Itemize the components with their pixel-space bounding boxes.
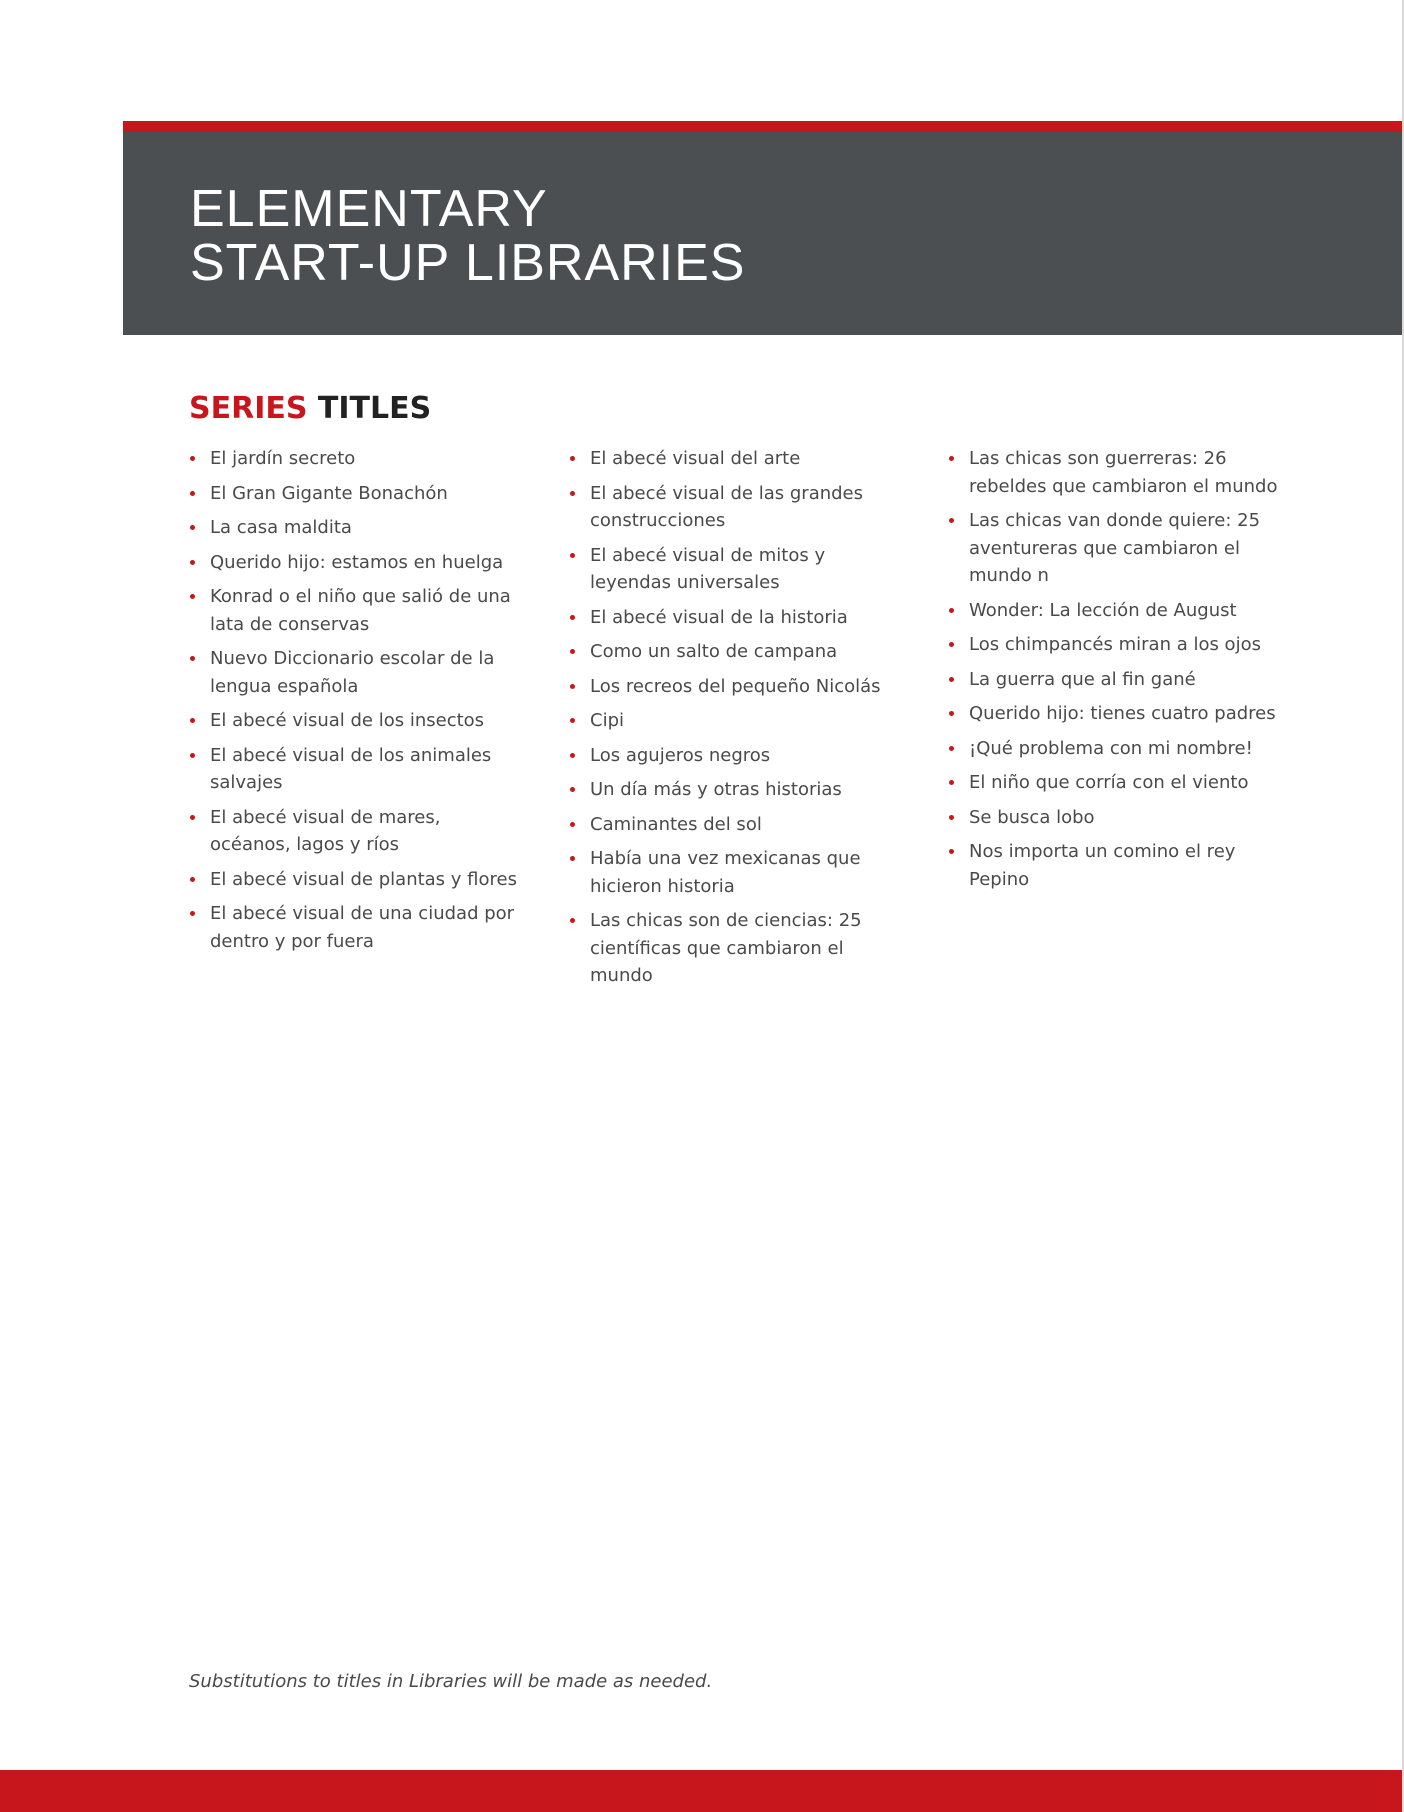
list-item: Como un salto de campana [569, 638, 904, 666]
section-heading-accent: SERIES [189, 391, 308, 426]
list-item: Querido hijo: tienes cuatro padres [948, 700, 1283, 728]
list-item: Caminantes del sol [569, 811, 904, 839]
list-item: Se busca lobo [948, 804, 1283, 832]
list-item: Los chimpancés miran a los ojos [948, 631, 1283, 659]
list-item: Nuevo Diccionario escolar de la lengua española [189, 645, 524, 700]
list-item: Wonder: La lección de August [948, 597, 1283, 625]
list-item: El Gran Gigante Bonachón [189, 480, 524, 508]
substitution-note: Substitutions to titles in Libraries will be made as needed. [189, 1671, 713, 1692]
header-band [123, 132, 1402, 335]
list-item: Las chicas van donde quiere: 25 aventureras que cambiaron el mundo n [948, 507, 1283, 590]
list-item: ¡Qué problema con mi nombre! [948, 735, 1283, 763]
page-title-line-2: START-UP LIBRARIES [190, 234, 746, 292]
list-item: La casa maldita [189, 514, 524, 542]
list-item: El abecé visual de la historia [569, 604, 904, 632]
header-red-strip [123, 121, 1402, 132]
title-list-column-2 [569, 445, 904, 997]
list-item: El abecé visual de mares, océanos, lagos y ríos [189, 804, 524, 859]
page-title [190, 182, 746, 290]
section-heading [189, 389, 431, 429]
list-item: El jardín secreto [189, 445, 524, 473]
list-item: Los agujeros negros [569, 742, 904, 770]
list-item: El niño que corría con el viento [948, 769, 1283, 797]
list-item: El abecé visual de plantas y flores [189, 866, 524, 894]
list-item: El abecé visual del arte [569, 445, 904, 473]
section-heading-rest: TITLES [317, 391, 432, 426]
list-item: Querido hijo: estamos en huelga [189, 549, 524, 577]
list-item: El abecé visual de una ciudad por dentro y por fuera [189, 900, 524, 955]
list-item: El abecé visual de los insectos [189, 707, 524, 735]
list-item: Cipi [569, 707, 904, 735]
title-list-column-3 [948, 445, 1283, 900]
page-title-line-1: ELEMENTARY [190, 180, 548, 238]
list-item: Había una vez mexicanas que hicieron historia [569, 845, 904, 900]
list-item: Un día más y otras historias [569, 776, 904, 804]
list-item: La guerra que al fin gané [948, 666, 1283, 694]
list-item: Konrad o el niño que salió de una lata de conservas [189, 583, 524, 638]
list-item: Las chicas son guerreras: 26 rebeldes que cambiaron el mundo [948, 445, 1283, 500]
list-item: El abecé visual de mitos y leyendas universales [569, 542, 904, 597]
list-item: Nos importa un comino el rey Pepino [948, 838, 1283, 893]
title-list-column-1 [189, 445, 524, 962]
list-item: El abecé visual de los animales salvajes [189, 742, 524, 797]
footer-red-band [0, 1770, 1402, 1812]
list-item: Los recreos del pequeño Nicolás [569, 673, 904, 701]
list-item: El abecé visual de las grandes construcciones [569, 480, 904, 535]
list-item: Las chicas son de ciencias: 25 científicas que cambiaron el mundo [569, 907, 904, 990]
